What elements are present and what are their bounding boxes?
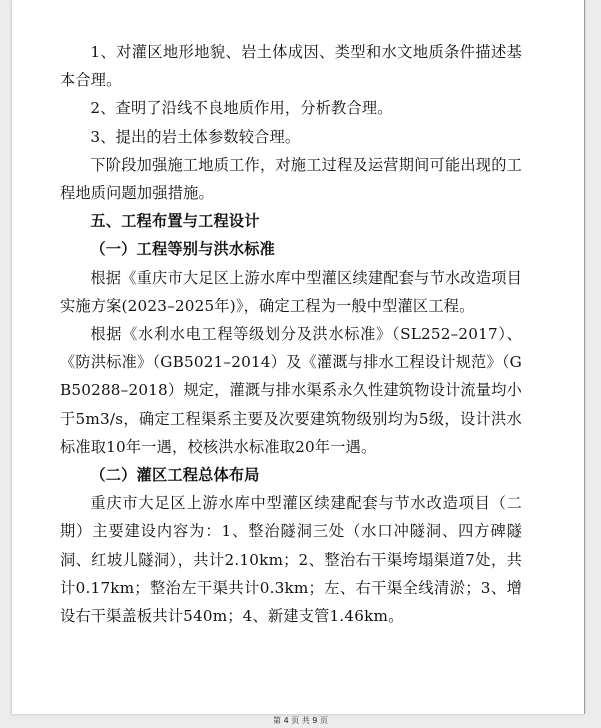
document-body	[60, 38, 522, 630]
paragraph-geology-1: 1、对灌区地形地貌、岩土体成因、类型和水文地质条件描述基本合理。	[60, 43, 522, 90]
page-edge-divider	[584, 0, 585, 714]
page-number: 第 4 页 共 9 页	[273, 716, 328, 725]
subsection-heading-overall-layout: （二）灌区工程总体布局	[90, 466, 260, 485]
section-heading-layout-design: 五、工程布置与工程设计	[90, 212, 260, 231]
paragraph-project-basis: 根据《重庆市大足区上游水库中型灌区续建配套与节水改造项目实施方案(2023–2025年)》，确定工程为一般中型灌区工程。	[60, 268, 522, 315]
paragraph-geology-2: 2、查明了沿线不良地质作用，分析教合理。	[90, 99, 393, 118]
paragraph-standards: 根据《水利水电工程等级划分及洪水标准》（SL252–2017）、《防洪标准》（GB5021–2014）及《灌溉与排水工程设计规范》（GB50288–2018）规定，灌溉与排水渠系永久性建筑物设计流量均小于5m3/s，确定工程渠系主要及次要建筑物级别均为5级，设计洪水标准取10年一遇，校核洪水标准取20年一遇。	[60, 325, 522, 456]
paragraph-geology-3: 3、提出的岩土体参数较合理。	[90, 127, 301, 146]
paragraph-next-stage: 下阶段加强施工地质工作，对施工过程及运营期间可能出现的工程地质问题加强措施。	[60, 155, 522, 203]
subsection-heading-grade-flood: （一）工程等别与洪水标准	[90, 240, 276, 259]
paragraph-construction-content: 重庆市大足区上游水库中型灌区续建配套与节水改造项目（二期）主要建设内容为：1、整治隧洞三处（水口冲隧洞、四方碑隧洞、红坡儿隧洞），共计2.10km；2、整治右干渠垮塌渠道7处，共计0.17km；整治左干渠共计0.3km；左、右干渠全线清淤；3、增设右干渠盖板共计540m；4、新建支管1.46km。	[60, 494, 522, 626]
